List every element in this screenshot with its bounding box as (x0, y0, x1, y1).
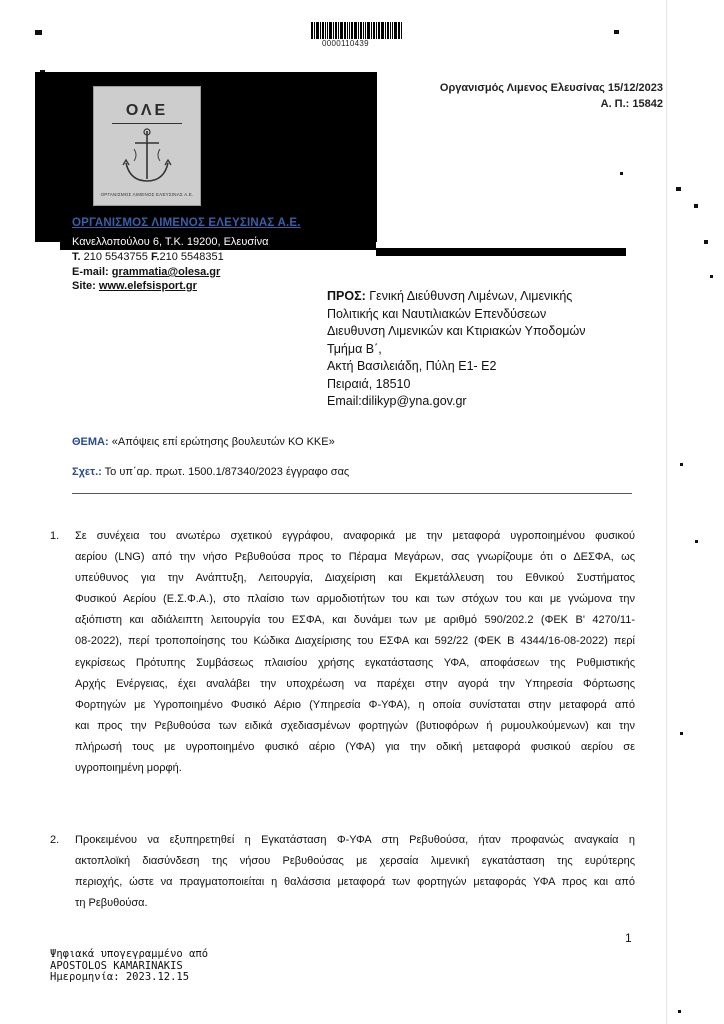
paragraph-line: υπεύθυνος για την Ανάπτυξη, Λειτουργία, Διαχείριση και Εκμετάλλευση του Εθνικού Συστήματος (75, 572, 635, 585)
paragraph-number: 2. (50, 834, 60, 846)
scan-speck (704, 240, 708, 244)
scan-edge (666, 0, 667, 1024)
paragraph-line: εγκρίσεως Πρότυπης Συμβάσεως πλαισίου χρήσης εγκατάστασης ΥΦΑ, αποφάσεων της Ρυθμιστικής (75, 656, 635, 669)
paragraph-line: υγροποιημένη μορφή. (75, 762, 182, 775)
phone-value: 210 5543755 (83, 251, 148, 263)
sender-name: ΟΡΓΑΝΙΣΜΟΣ ΛΙΜΕΝΟΣ ΕΛΕΥΣΙΝΑΣ Α.Ε. (72, 217, 301, 229)
page-number: 1 (625, 931, 632, 945)
digital-signature (50, 949, 208, 984)
sender-phone-line (72, 251, 224, 263)
site-label: Site: (72, 280, 96, 292)
phone-label: Τ. (72, 251, 81, 263)
paragraph-line: τη Ρεβυθούσα. (75, 897, 148, 910)
paragraph-line: Σε συνέχεια του ανωτέρω σχετικού εγγράφου, αναφορικά με την μεταφορά υγροποιημένου φυσικού (75, 530, 635, 542)
sender-address: Κανελλοπούλου 6, Τ.Κ. 19200, Ελευσίνα (72, 236, 269, 248)
subject-text: «Απόψεις επί ερώτησης βουλευτών ΚΟ ΚΚΕ» (111, 436, 335, 448)
paragraph-line: Αρχής Ενέργειας, έχει αναλάβει την υποχρέωση να παρέχει στην αγορά την Υπηρεσία Φόρτωσης (75, 677, 635, 690)
divider (72, 493, 632, 494)
scan-speck (614, 30, 619, 34)
recipient-line-5: Ακτή Βασιλειάδη, Πύλη Ε1- Ε2 (327, 359, 497, 373)
paragraph-line: αξιόπιστη και αδιάλειπτη λειτουργία του ΕΣΦΑ, και δυνάμει των με αριθμό 590/202.2 (ΦΕΚ Β' 4270/11- (75, 614, 635, 627)
sender-site-line (72, 280, 197, 292)
redaction-bar (376, 248, 626, 256)
fax-value: 210 5548351 (159, 251, 224, 263)
reference-label: Σχετ.: (72, 466, 102, 478)
recipient-line-4: Τμήμα Β΄, (327, 341, 382, 356)
paragraph-2 (50, 830, 638, 920)
signature-line-2: APOSTOLOS KAMARINAKIS (50, 959, 183, 972)
sender-email-line (72, 266, 220, 278)
email-label: E-mail: (72, 266, 109, 278)
barcode (311, 22, 405, 39)
paragraph-text (75, 526, 635, 779)
recipient-email: Email:dilikyp@yna.gov.gr (327, 394, 467, 408)
recipient-label: ΠΡΟΣ: (327, 289, 366, 303)
organization-logo (93, 86, 201, 206)
scan-speck (35, 30, 42, 35)
recipient-line-3: Διευθυνση Λιμενικών και Κτιριακών Υποδομών (327, 324, 586, 338)
recipient-line-6: Πειραιά, 18510 (327, 376, 411, 391)
scan-speck (695, 540, 698, 543)
scan-speck (680, 732, 683, 735)
recipient-block (327, 288, 585, 411)
logo-rule (112, 123, 182, 124)
paragraph-line: Προκειμένου να εξυπηρετηθεί η Εγκατάσταση Φ-ΥΦΑ στη Ρεβυθούσα, ήταν προφανώς αναγκαία η (75, 834, 635, 846)
paragraph-1 (50, 526, 638, 786)
signature-line-3: Ημερομηνία: 2023.12.15 (50, 971, 190, 983)
scan-speck (678, 1010, 681, 1013)
fax-label: F. (150, 251, 160, 263)
scan-speck (694, 204, 698, 208)
email-link[interactable]: grammatia@olesa.gr (111, 266, 221, 278)
paragraph-line: περιοχής, ώστε να πραγματοποιείται η θαλάσσια μεταφορά των φορτηγών μεταφοράς ΥΦΑ προς και από (75, 876, 635, 889)
recipient-text: Γενική Διεύθυνση Λιμένων, Λιμενικής (369, 289, 573, 303)
website-link[interactable]: www.elefsisport.gr (98, 280, 197, 292)
reference-text: Το υπ΄αρ. πρωτ. 1500.1/87340/2023 έγγραφο σας (104, 466, 350, 478)
logo-title: ΟΛΕ (125, 102, 169, 119)
paragraph-line: ακτοπλοϊκή διασύνδεση της νήσου Ρεβυθούσας με χερσαία λιμενική εγκατάσταση της ευρύτερης (75, 855, 635, 868)
subject-line (72, 436, 335, 448)
paragraph-line: και προς την Ρεβυθούσα των ειδικά σχεδιασμένων φορτηγών (βυτιοφόρων ή ρυμουλκούμενων) και την (75, 719, 635, 732)
subject-label: ΘΕΜΑ: (72, 436, 109, 448)
protocol-number: Α. Π.: 15842 (600, 98, 663, 110)
logo-caption: ΟΡΓΑΝΙΣΜΟΣ ΛΙΜΕΝΟΣ ΕΛΕΥΣΙΝΑΣ Α.Ε. (100, 192, 194, 197)
paragraph-line: αερίου (LNG) από την νήσο Ρεβυθούσα προς το Πέραμα Μεγάρων, σας γνωρίζουμε ότι ο ΔΕΣΦΑ, ως (75, 551, 635, 564)
reference-line (72, 466, 349, 478)
paragraph-line: Φορτηγών με Υγροποιημένο Φυσικό Αέριο (Υπηρεσία Φ-ΥΦΑ), η οποία συνίσταται στην μεταφορά από (75, 698, 635, 711)
anchor-icon (120, 127, 174, 187)
signature-line-1: Ψηφιακά υπογεγραμμένο από (50, 948, 209, 960)
scan-speck (620, 172, 623, 175)
paragraph-line: Φυσικού Αερίου (Ε.Σ.Φ.Α.), στο πλαίσιο των αρμοδιοτήτων του και των στόχων του και με γνώμονα την (75, 593, 635, 606)
scan-speck (710, 275, 713, 278)
barcode-number: 0000110439 (322, 39, 369, 48)
paragraph-text (75, 830, 635, 914)
paragraph-number: 1. (50, 530, 60, 542)
recipient-line-2: Πολιτικής και Ναυτιλιακών Επενδύσεων (327, 306, 547, 321)
scan-speck (680, 463, 683, 466)
paragraph-line: πλήρωσή τους με υγροποιημένο φυσικό αέριο (ΥΦΑ) για την οδική μεταφορά φυσικού αερίου σε (75, 740, 635, 753)
scan-speck (676, 187, 681, 191)
org-date: Οργανισμός Λιμενος Ελευσίνας 15/12/2023 (439, 82, 663, 94)
paragraph-line: 08-2022), περί τροποποίησης του Κώδικα Διαχείρισης του ΕΣΦΑ και 592/22 (ΦΕΚ Β 4344/16-08-2022) περί (75, 635, 635, 648)
recipient-line-1 (327, 288, 585, 306)
